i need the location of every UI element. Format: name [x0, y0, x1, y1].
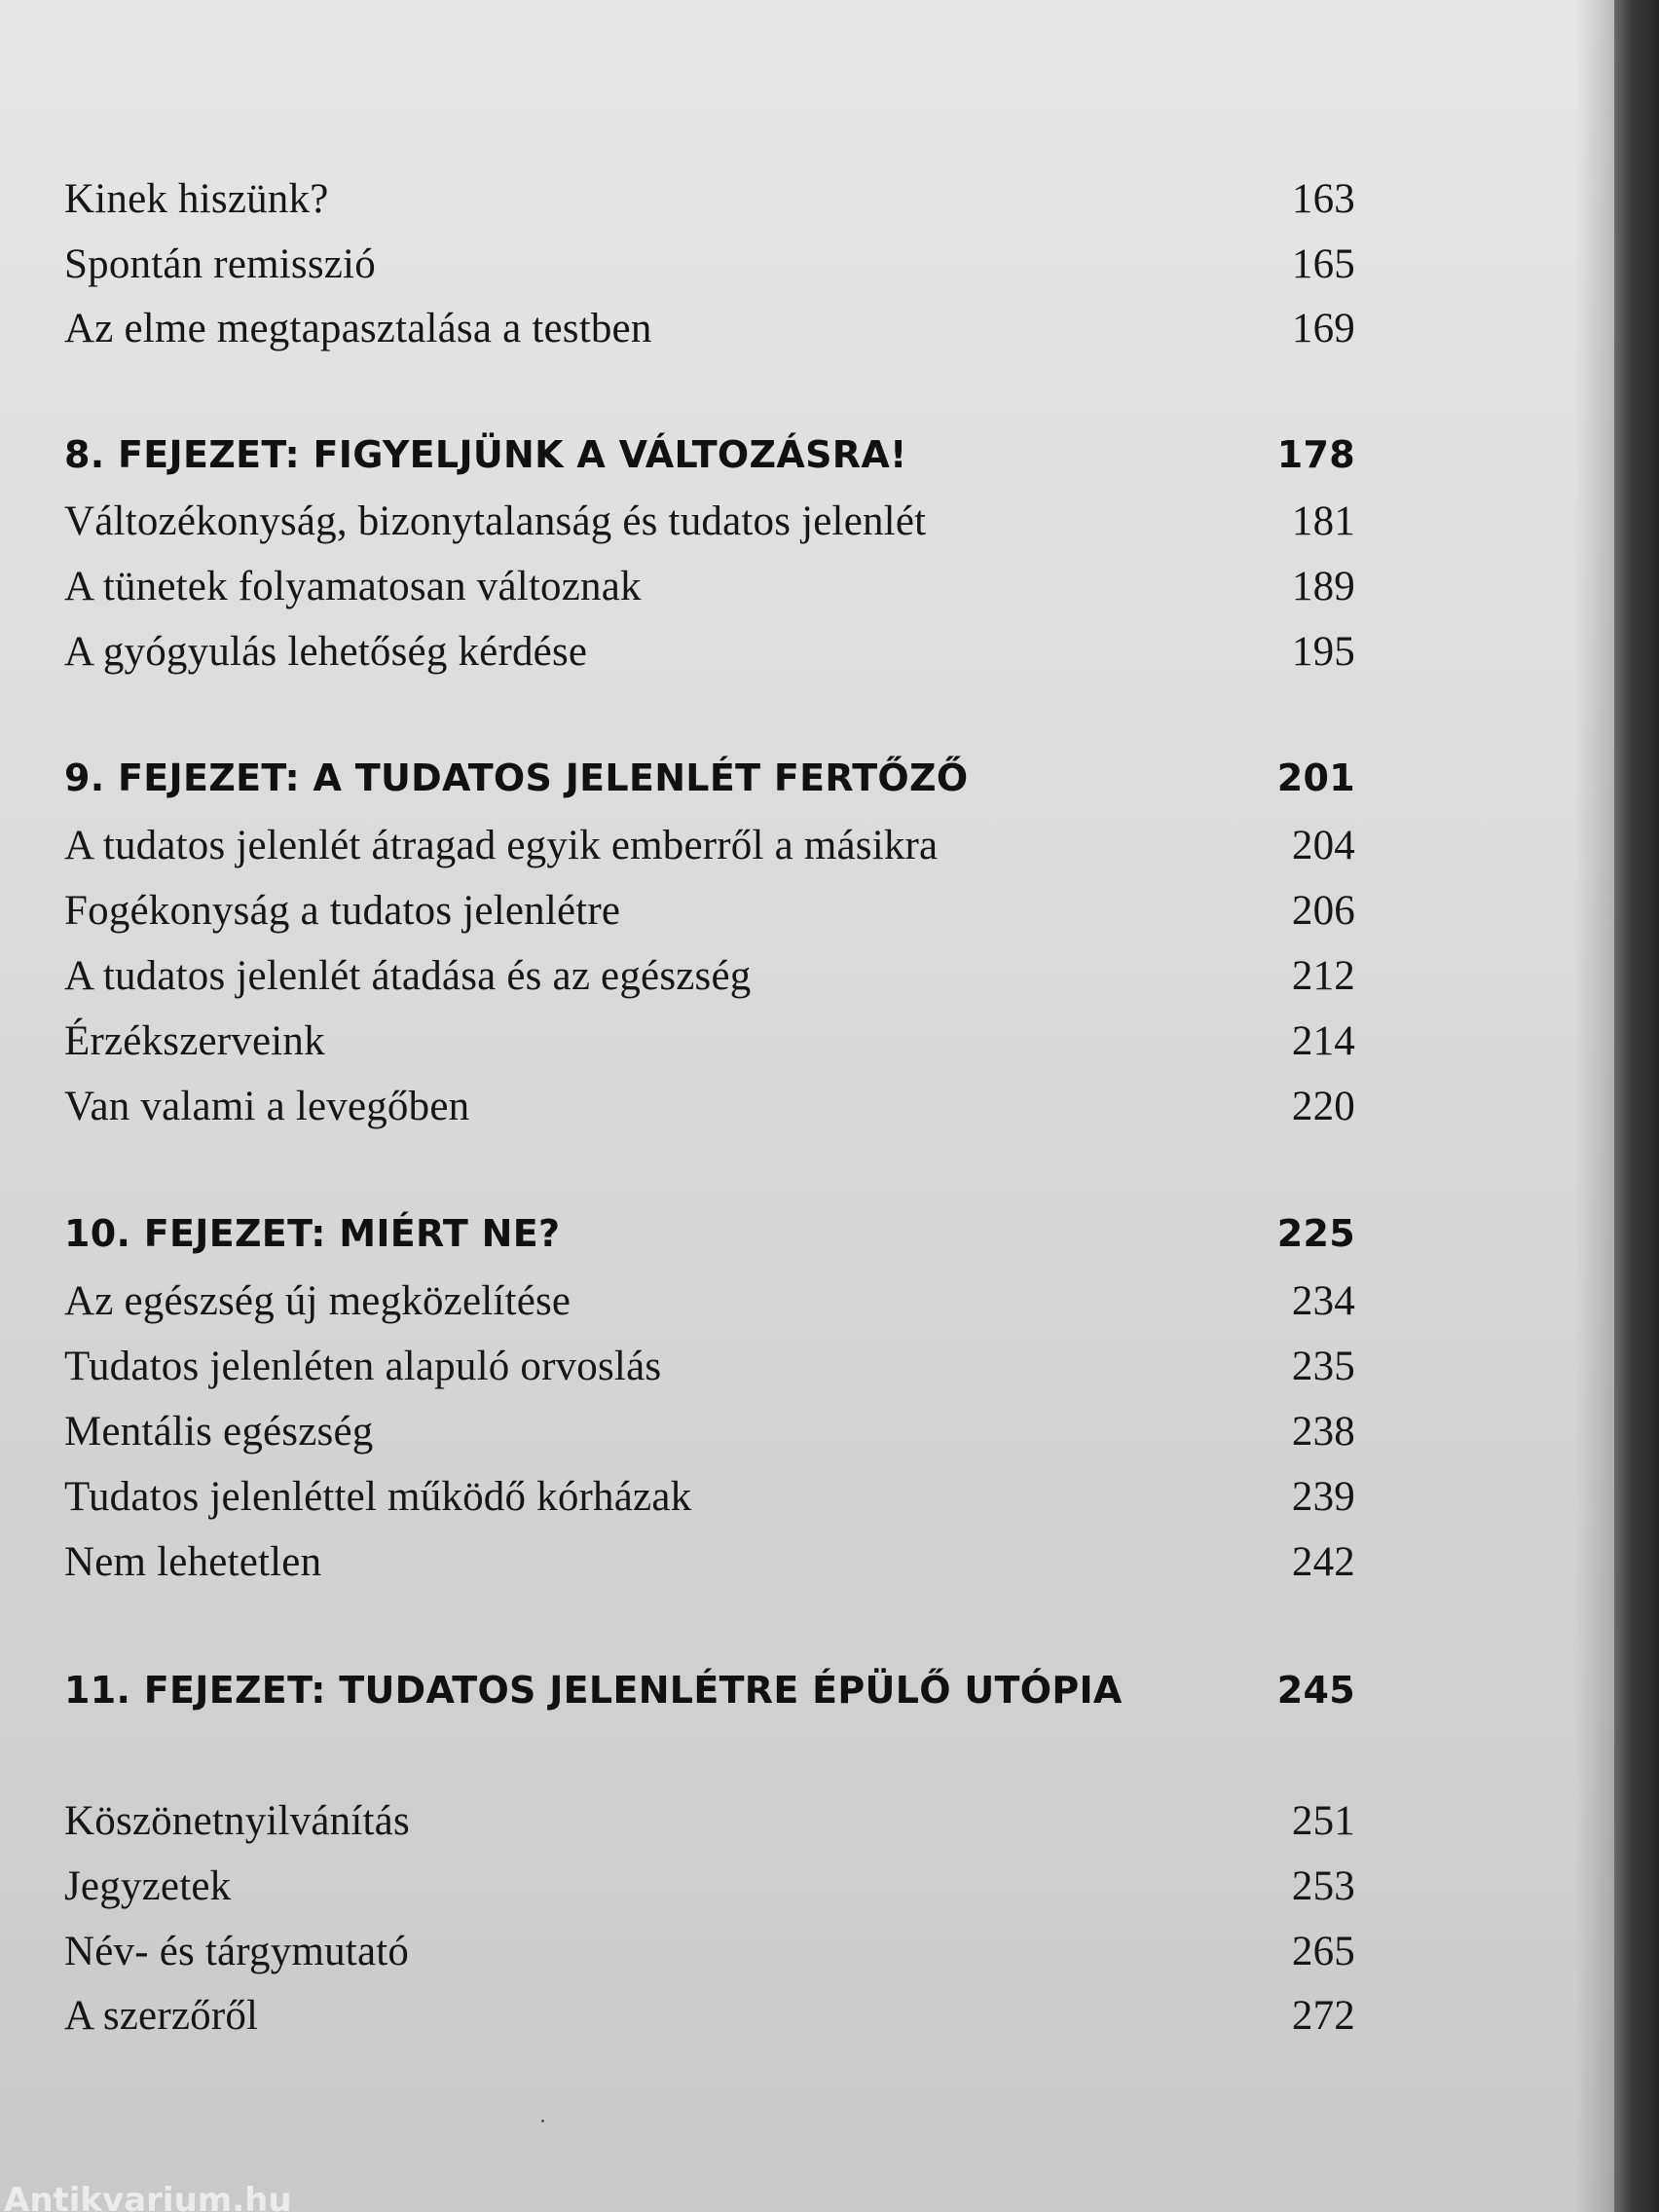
- toc-entry-page: 272: [1291, 1993, 1355, 2039]
- toc-entry-page: 169: [1291, 306, 1355, 351]
- watermark-text: Antikvarium.hu: [4, 2181, 292, 2212]
- chapter-title: 10. FEJEZET: MIÉRT NE?: [64, 1212, 561, 1255]
- toc-entry: [64, 1473, 1355, 1528]
- toc-entry: [64, 822, 1355, 876]
- toc-entry-page: 181: [1291, 498, 1355, 544]
- toc-entry-page: 214: [1291, 1018, 1355, 1064]
- toc-entry-page: 204: [1291, 823, 1355, 868]
- toc-entry-page: 253: [1291, 1863, 1355, 1909]
- chapter-title: 8. FEJEZET: FIGYELJÜNK A VÁLTOZÁSRA!: [64, 433, 907, 476]
- chapter-title: 11. FEJEZET: TUDATOS JELENLÉTRE ÉPÜLŐ UTÓPIA: [64, 1669, 1123, 1712]
- toc-entry-page: 212: [1291, 953, 1355, 999]
- toc-entry-title: Fogékonyság a tudatos jelenlétre: [64, 888, 621, 934]
- toc-entry: [64, 1992, 1355, 2046]
- toc-entry: [64, 1277, 1355, 1332]
- toc-entry: [64, 1017, 1355, 1072]
- toc-entry: [64, 1797, 1355, 1852]
- toc-entry: [64, 305, 1355, 359]
- toc-chapter-heading: [64, 1669, 1355, 1723]
- toc-entry-title: Jegyzetek: [64, 1863, 232, 1909]
- toc-entry-title: Tudatos jelenléttel működő kórházak: [64, 1474, 692, 1520]
- toc-entry-page: 238: [1291, 1409, 1355, 1455]
- toc-entry-title: Név- és tárgymutató: [64, 1929, 410, 1974]
- toc-entry: [64, 498, 1355, 552]
- toc-entry: [64, 1928, 1355, 1982]
- toc-entry-page: 195: [1291, 629, 1355, 675]
- toc-chapter-heading: [64, 1212, 1355, 1267]
- chapter-title: 9. FEJEZET: A TUDATOS JELENLÉT FERTŐZŐ: [64, 756, 969, 799]
- toc-entry-title: A szerzőről: [64, 1993, 259, 2039]
- toc-entry-page: 206: [1291, 888, 1355, 934]
- toc-entry-page: 234: [1291, 1278, 1355, 1324]
- toc-entry-title: A tudatos jelenlét átadása és az egészség: [64, 953, 752, 999]
- toc-entry-page: 235: [1291, 1344, 1355, 1389]
- toc-entry: [64, 887, 1355, 941]
- toc-entry: [64, 1083, 1355, 1137]
- toc-entry-title: Köszönetnyilvánítás: [64, 1798, 410, 1844]
- page-speck: [541, 2120, 544, 2122]
- toc-entry: [64, 1862, 1355, 1917]
- toc-entry: [64, 563, 1355, 617]
- toc-entry-title: Spontán remisszió: [64, 241, 376, 287]
- toc-entry-page: 220: [1291, 1084, 1355, 1129]
- toc-entry-title: Változékonyság, bizonytalanság és tudatos jelenlét: [64, 498, 927, 544]
- chapter-page: 225: [1276, 1212, 1355, 1255]
- toc-entry: [64, 1343, 1355, 1397]
- toc-entry: [64, 175, 1355, 230]
- chapter-page: 178: [1276, 433, 1355, 476]
- toc-entry-title: Az elme megtapasztalása a testben: [64, 306, 652, 351]
- toc-entry-title: Mentális egészség: [64, 1409, 374, 1455]
- toc-entry-page: 265: [1291, 1929, 1355, 1974]
- toc-entry-page: 189: [1291, 564, 1355, 609]
- book-binding-edge: [1614, 0, 1659, 2212]
- toc-entry: [64, 952, 1355, 1007]
- toc-chapter-heading: [64, 433, 1355, 488]
- chapter-page: 201: [1276, 756, 1355, 799]
- toc-entry-page: 251: [1291, 1798, 1355, 1844]
- toc-entry-title: A gyógyulás lehetőség kérdése: [64, 629, 588, 675]
- toc-entry-title: Van valami a levegőben: [64, 1084, 470, 1129]
- toc-entry-title: A tünetek folyamatosan változnak: [64, 564, 642, 609]
- toc-entry-title: Érzékszerveink: [64, 1018, 325, 1064]
- toc-entry-title: Nem lehetetlen: [64, 1539, 322, 1585]
- toc-entry-title: Kinek hiszünk?: [64, 176, 329, 222]
- toc-entry-title: A tudatos jelenlét átragad egyik emberről a másikra: [64, 823, 939, 868]
- toc-entry-page: 165: [1291, 241, 1355, 287]
- toc-entry-page: 239: [1291, 1474, 1355, 1520]
- toc-entry: [64, 240, 1355, 295]
- toc-entry-title: Az egészség új megközelítése: [64, 1278, 571, 1324]
- toc-entry: [64, 1408, 1355, 1462]
- toc-entry-page: 242: [1291, 1539, 1355, 1585]
- toc-entry: [64, 1538, 1355, 1593]
- toc-entry-page: 163: [1291, 176, 1355, 222]
- chapter-page: 245: [1276, 1669, 1355, 1712]
- toc-chapter-heading: [64, 756, 1355, 811]
- toc-entry-title: Tudatos jelenléten alapuló orvoslás: [64, 1344, 662, 1389]
- toc-entry: [64, 628, 1355, 682]
